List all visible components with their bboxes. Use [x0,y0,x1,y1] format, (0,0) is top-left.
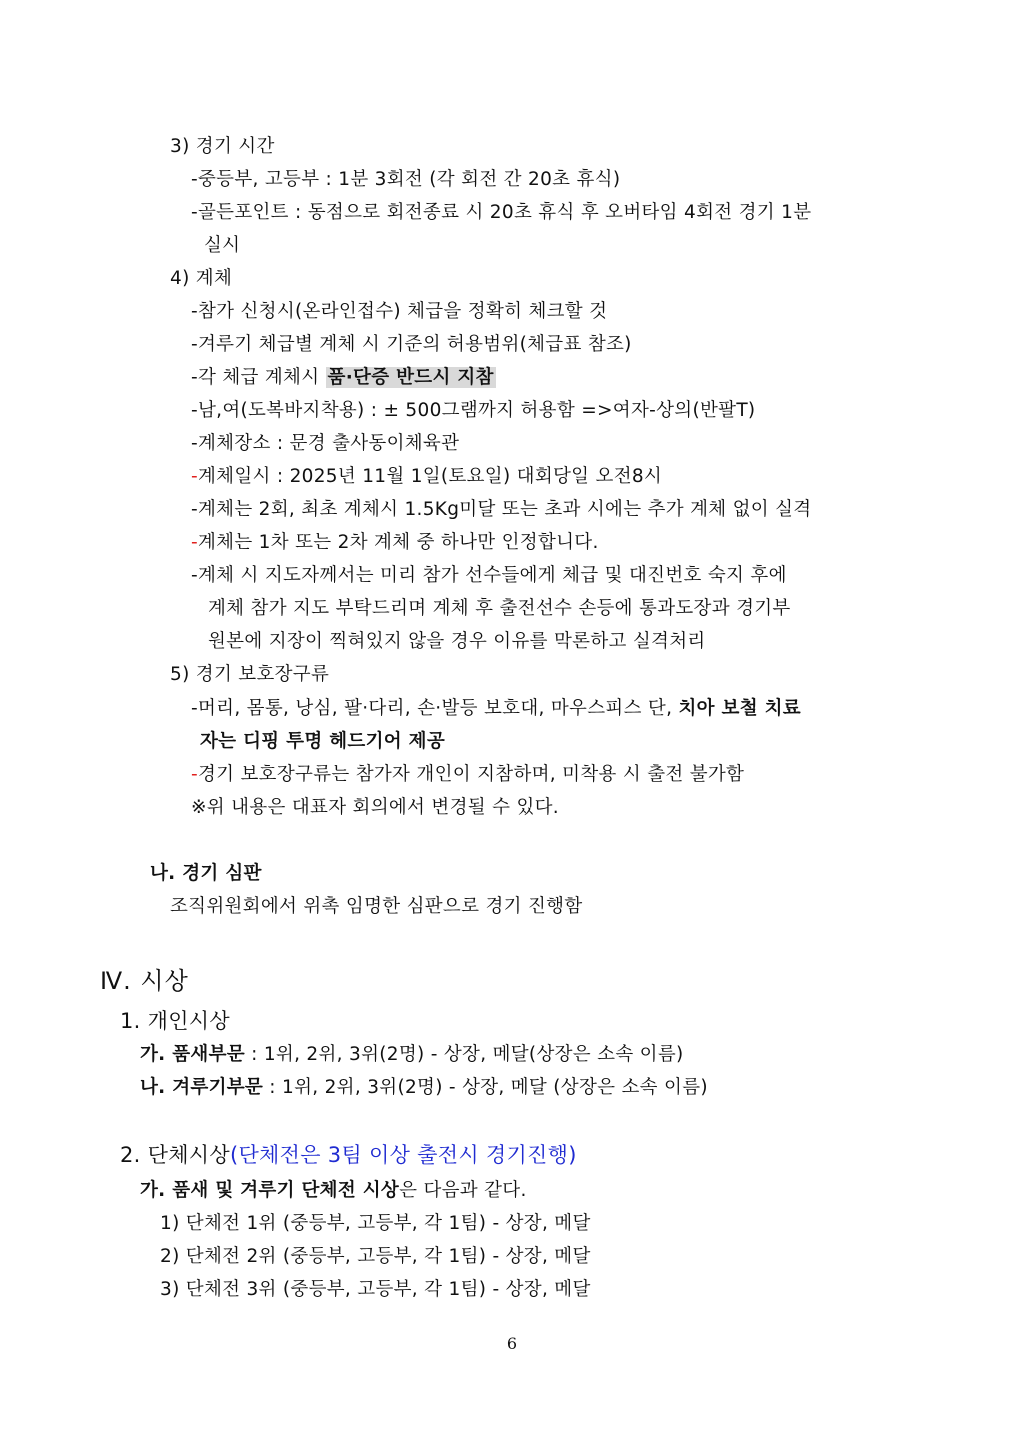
text-segment: 은 다음과 같다. [399,1180,527,1201]
red-dash: - [191,764,198,785]
text-segment: 계체는 1차 또는 2차 계체 중 하나만 인정합니다. [197,532,599,553]
text-line [191,531,599,555]
red-dash: - [191,532,198,553]
blue-note: (단체전은 3팀 이상 출전시 경기진행) [229,1143,577,1167]
text-line: -참가 신청시(온라인접수) 체급을 정확히 체크할 것 [191,301,608,322]
text-segment: : 1위, 2위, 3위(2명) - 상장, 메달(상장은 소속 이름) [244,1044,684,1065]
heading-text: 2. 단체시상 [120,1143,230,1167]
text-line: -겨루기 체급별 계체 시 기준의 허용범위(체급표 참조) [191,334,632,355]
text-segment: 계체일시 : 2025년 11월 1일(토요일) 대회당일 오전8시 [197,466,663,487]
text-line: 계체 참가 지도 부탁드리며 계체 후 출전선수 손등에 통과도장과 경기부 [208,598,791,619]
highlighted-text: 품·단증 반드시 지참 [327,367,494,388]
bold-text: 치아 보철 치료 [678,698,801,719]
text-line: -골든포인트 : 동점으로 회전종료 시 20초 휴식 후 오버타임 4회전 경기 1분 [191,202,812,223]
text-line [140,1179,527,1203]
list-item: 3) 단체전 3위 (중등부, 고등부, 각 1팀) - 상장, 메달 [160,1279,591,1300]
red-dash: - [191,466,198,487]
text-line: -계체는 2회, 최초 계체시 1.5Kg미달 또는 초과 시에는 추가 계체 없이 실격 [191,499,812,520]
text-line: 조직위원회에서 위촉 임명한 심판으로 경기 진행함 [170,896,583,917]
text-line: 원본에 지장이 찍혀있지 않을 경우 이유를 막론하고 실격처리 [208,631,706,652]
text-line [140,1076,708,1100]
section-heading-referee: 나. 경기 심판 [150,863,262,884]
note-line: ※위 내용은 대표자 회의에서 변경될 수 있다. [191,797,559,818]
text-line [140,1043,684,1067]
text-line: -계체장소 : 문경 출사동이체육관 [191,433,460,454]
page-number: 6 [506,1334,518,1353]
chapter-heading-awards: Ⅳ. 시상 [100,967,189,995]
text-line [191,366,496,390]
text-segment: 경기 보호장구류는 참가자 개인이 지참하며, 미착용 시 출전 불가함 [197,764,745,785]
text-segment: -각 체급 계체시 [191,367,326,388]
bold-label: 가. 품새부문 [140,1044,245,1065]
section-heading-protective-gear: 5) 경기 보호장구류 [170,664,330,685]
section-heading-match-time: 3) 경기 시간 [170,136,275,157]
text-line: -남,여(도복바지착용) : ± 500그램까지 허용함 =>여자-상의(반팔T) [191,400,756,421]
section-heading-weigh-in: 4) 계체 [170,268,233,289]
text-line [191,697,801,721]
list-item: 1) 단체전 1위 (중등부, 고등부, 각 1팀) - 상장, 메달 [160,1213,591,1234]
text-line [191,763,744,787]
text-line: -중등부, 고등부 : 1분 3회전 (각 회전 간 20초 휴식) [191,169,621,190]
list-item: 2) 단체전 2위 (중등부, 고등부, 각 1팀) - 상장, 메달 [160,1246,591,1267]
bold-label: 가. 품새 및 겨루기 단체전 시상 [140,1180,400,1201]
text-line: 실시 [204,235,241,256]
text-segment: -머리, 몸통, 낭심, 팔·다리, 손·발등 보호대, 마우스피스 단, [191,698,679,719]
text-line: -계체 시 지도자께서는 미리 참가 선수들에게 체급 및 대진번호 숙지 후에 [191,565,787,586]
subsection-heading-team [120,1141,577,1169]
text-line [191,465,662,489]
bold-text-line: 자는 디핑 투명 헤드기어 제공 [200,731,446,752]
text-segment: : 1위, 2위, 3위(2명) - 상장, 메달 (상장은 소속 이름) [263,1077,708,1098]
subsection-heading-individual: 1. 개인시상 [120,1009,230,1033]
bold-label: 나. 겨루기부문 [140,1077,264,1098]
